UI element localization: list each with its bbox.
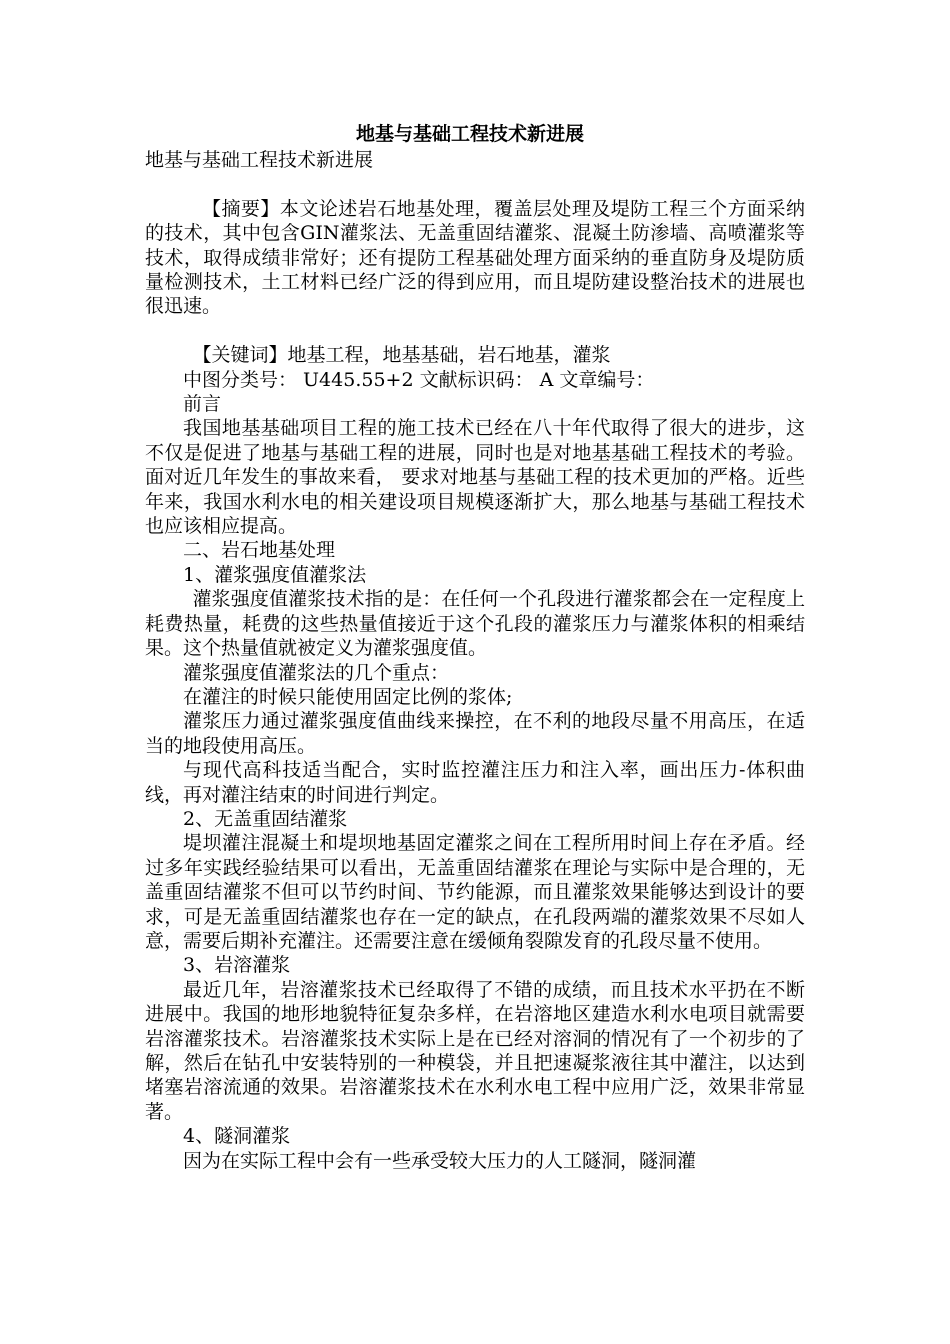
preface-heading: 前言 xyxy=(183,393,222,416)
doc-subtitle: 地基与基础工程技术新进展 xyxy=(145,149,374,171)
preface-paragraph: 我国地基基础项目工程的施工技术已经在八十年代取得了很大的进步，这不仅是促进了地基与基础工程的进展，同时也是对地基基础工程技术的考验。面对近几年发生的事故来看， 要求对地基与基础工程的技术更加的严格。近些年来，我国水利水电的相关建设项目规模逐渐扩大，那么地基与基础工程技术也应该相应提高。 xyxy=(145,417,805,538)
section-2-heading: 二、岩石地基处理 xyxy=(183,539,336,562)
spacer xyxy=(145,319,805,343)
spacer xyxy=(145,172,805,196)
subsection-1-paragraph-5: 与现代高科技适当配合，实时监控灌注压力和注入率，画出压力-体积曲线，再对灌注结束的时间进行判定。 xyxy=(145,759,805,806)
subsection-1-paragraph-1: 灌浆强度值灌浆技术指的是：在任何一个孔段进行灌浆都会在一定程度上耗费热量，耗费的这些热量值接近于这个孔段的灌浆压力与灌浆体积的相乘结果。这个热量值就被定义为灌浆强度值。 xyxy=(145,588,805,660)
subsection-3-paragraph-1: 最近几年，岩溶灌浆技术已经取得了不错的成绩，而且技术水平扔在不断进展中。我国的地形地貌特征复杂多样，在岩溶地区建造水利水电项目就需要岩溶灌浆技术。岩溶灌浆技术实际上是在已经对溶洞的情况有了一个初步的了解，然后在钻孔中安装特别的一种模袋，并且把速凝浆液往其中灌注，以达到堵塞岩溶流通的效果。岩溶灌浆技术在水利水电工程中应用广泛，效果非常显著。 xyxy=(145,978,805,1123)
subsection-1-paragraph-4: 灌浆压力通过灌浆强度值曲线来操控，在不利的地段尽量不用高压，在适当的地段使用高压。 xyxy=(145,710,805,757)
subsection-1-paragraph-3: 在灌注的时候只能使用固定比例的浆体; xyxy=(183,685,513,708)
subsection-4-heading: 4、隧洞灌浆 xyxy=(183,1125,291,1148)
subsection-2-heading: 2、无盖重固结灌浆 xyxy=(183,807,348,830)
abstract-paragraph: 【摘要】本文论述岩石地基处理，覆盖层处理及堤防工程三个方面采纳的技术，其中包含GIN灌浆法、无盖重固结灌浆、混凝土防渗墙、高喷灌浆等技术，取得成绩非常好；还有提防工程基础处理方面采纳的垂直防身及堤防质量检测技术，土工材料已经广泛的得到应用，而且堤防建设整治技术的进展也很迅速。 xyxy=(145,197,805,318)
keywords-line: 【关键词】地基工程，地基基础，岩石地基，灌浆 xyxy=(192,344,611,367)
subsection-2-paragraph-1: 堤坝灌注混凝土和堤坝地基固定灌浆之间在工程所用时间上存在矛盾。经过多年实践经验结果可以看出，无盖重固结灌浆在理论与实际中是合理的，无盖重固结灌浆不但可以节约时间、节约能源，而且灌浆效果能够达到设计的要求，可是无盖重固结灌浆也存在一定的缺点，在孔段两端的灌浆效果不尽如人意，需要后期补充灌注。还需要注意在缓倾角裂隙发育的孔段尽量不使用。 xyxy=(145,832,805,952)
subsection-4-paragraph-1: 因为在实际工程中会有一些承受较大压力的人工隧洞，隧洞灌 xyxy=(183,1149,697,1172)
subsection-1-heading: 1、灌浆强度值灌浆法 xyxy=(183,563,367,586)
subsection-3-heading: 3、岩溶灌浆 xyxy=(183,954,291,977)
document-page xyxy=(145,120,805,1173)
subsection-1-paragraph-2: 灌浆强度值灌浆法的几个重点： xyxy=(183,661,450,684)
classification-line: 中图分类号： U445.55+2 文献标识码： A 文章编号： xyxy=(183,368,655,391)
doc-title: 地基与基础工程技术新进展 xyxy=(355,123,584,145)
